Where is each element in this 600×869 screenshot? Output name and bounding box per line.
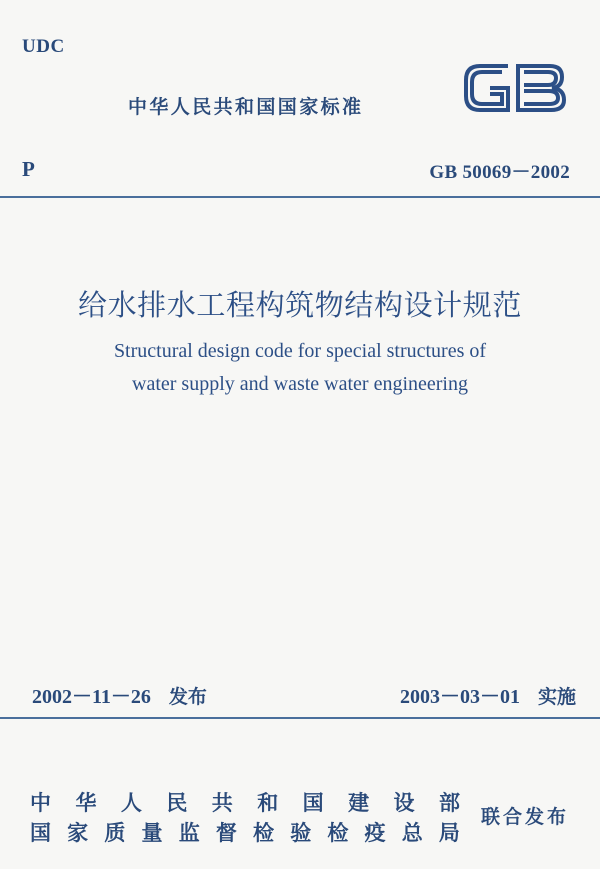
issuer-char: 设: [393, 791, 415, 815]
implement-label: 实施: [537, 686, 576, 708]
implement-date-block: [400, 680, 576, 709]
standard-type: 中华人民共和国国家标准: [128, 96, 364, 118]
issue-date: 2002－11－26: [32, 686, 151, 708]
issuer-char: 华: [75, 791, 97, 815]
issuer-char: 量: [141, 821, 163, 845]
issuer-char: 和: [257, 791, 279, 815]
issuer-char: 人: [120, 791, 142, 815]
standard-code: GB 50069－2002: [429, 162, 570, 183]
issuer-char: 验: [290, 821, 312, 845]
issuer-char: 局: [438, 821, 460, 845]
classification-code: P: [22, 157, 35, 181]
issuer-line2: [30, 817, 460, 847]
issuer-char: 共: [211, 791, 233, 815]
issuer-char: 质: [104, 821, 126, 845]
issuer-char: 国: [302, 791, 324, 815]
issuer-char: 中: [30, 791, 51, 815]
joint-issue-label: 联合发布: [481, 806, 570, 828]
title-chinese: 给水排水工程构筑物结构设计规范: [77, 288, 522, 322]
issuer-char: 家: [67, 821, 89, 845]
implement-date: 2003－03－01: [399, 686, 520, 708]
issuer-char: 部: [438, 791, 460, 815]
issuer-char: 疫: [364, 821, 386, 845]
issuer-char: 督: [215, 821, 237, 845]
issuer-char: 建: [348, 791, 370, 815]
gb-logo-icon: [458, 58, 571, 118]
bottom-divider: [0, 717, 600, 719]
title-english-line1: Structural design code for special structures of: [113, 340, 487, 362]
udc-label: UDC: [22, 36, 65, 57]
issue-date-block: [32, 680, 207, 709]
issuer-char: 检: [253, 821, 275, 845]
issuer-line1: [30, 787, 460, 817]
issuer-char: 监: [178, 821, 200, 845]
top-divider: [0, 196, 600, 198]
issuer-char: 检: [327, 821, 349, 845]
issuer-char: 总: [401, 821, 423, 845]
issue-label: 发布: [168, 686, 207, 708]
issuer-char: 国: [30, 821, 51, 845]
title-english-line2: water supply and waste water engineering: [132, 373, 468, 395]
issuer-char: 民: [166, 791, 188, 815]
